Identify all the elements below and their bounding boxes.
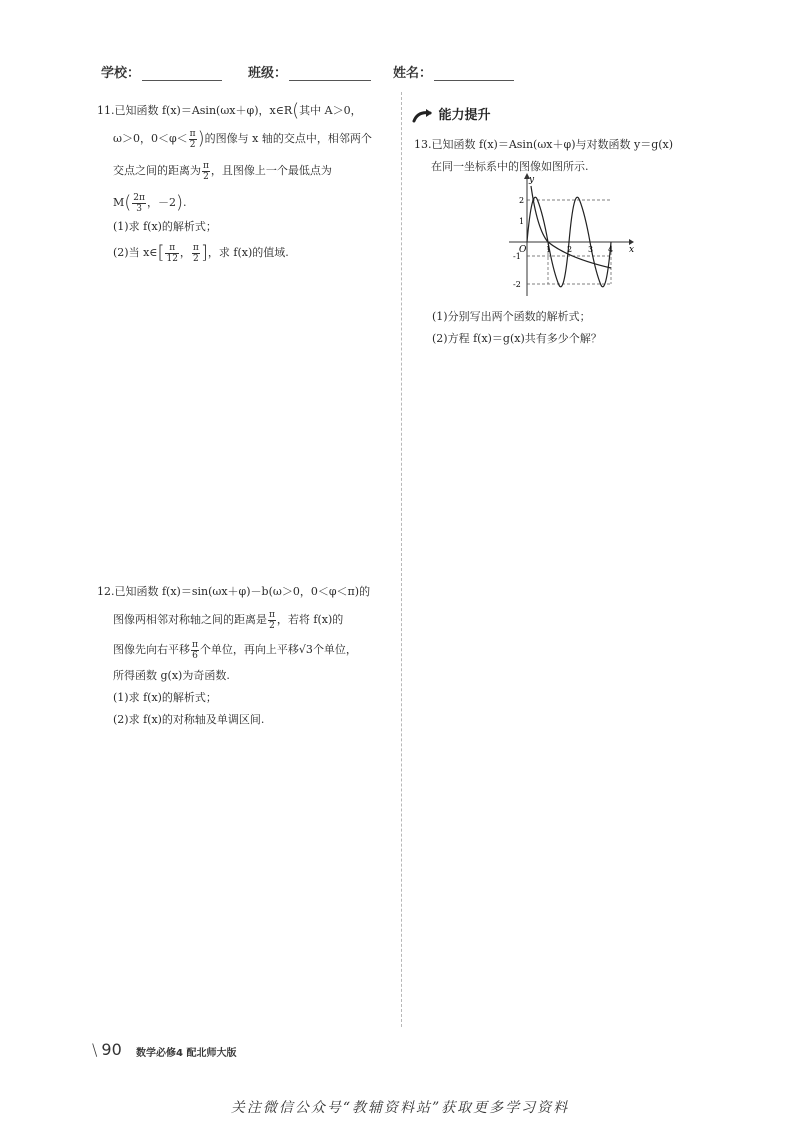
- tick-x-2: 2: [567, 245, 573, 254]
- paren-close: ): [197, 128, 205, 149]
- school-blank: [142, 68, 222, 81]
- tick-x-1: 1: [546, 245, 552, 254]
- q11-line1: 11.已知函数 f(x)＝Asin(ωx＋φ)，x∈R: [97, 104, 293, 117]
- q11-sub2-a: (2)当 x∈: [113, 246, 158, 259]
- q11-line2-b: 的图像与 x 轴的交点中，相邻两个: [204, 132, 372, 145]
- question-13-subs: [432, 306, 602, 350]
- tick-y-neg1: -1: [513, 252, 521, 261]
- section-title-text: 能力提升: [438, 108, 491, 123]
- q12-sub2: (2)求 f(x)的对称轴及单调区间.: [113, 713, 265, 726]
- class-field: [248, 62, 371, 81]
- name-blank: [434, 68, 514, 81]
- q12-line2-b: ，若将 f(x)的: [276, 613, 344, 626]
- q13-sub2: (2)方程 f(x)＝g(x)共有多少个解？: [432, 332, 602, 345]
- q13-sub1: (1)分别写出两个函数的解析式；: [432, 310, 591, 323]
- bottom-banner: 关注微信公众号“教辅资料站”获取更多学习资料: [230, 1100, 570, 1116]
- fraction-pi-over-2: $\frac{\pi}{2}$: [189, 128, 196, 150]
- fraction-pi-over-2: $\frac{\pi}{2}$: [203, 160, 209, 182]
- name-label: 姓名：: [393, 66, 433, 81]
- axis-label-y: y: [529, 175, 535, 185]
- function-graph: [505, 172, 635, 300]
- tick-y-1: 1: [519, 217, 525, 226]
- q13-line1: 13.已知函数 f(x)＝Asin(ωx＋φ)与对数函数 y＝g(x): [414, 138, 674, 151]
- q11-point-m: M: [113, 196, 125, 209]
- q12-line1: 12.已知函数 f(x)＝sin(ωx＋φ)－b(ω＞0，0＜φ＜π)的: [97, 585, 371, 598]
- fraction-2pi-over-3: $\frac{2\pi}{3}$: [133, 192, 145, 214]
- q12-line3-c: 个单位，: [312, 643, 357, 656]
- q12-line2-a: 图像两相邻对称轴之间的距离是: [113, 613, 267, 626]
- question-11: 11.已知函数 f(x)＝Asin(ωx＋φ)，x∈R(其中 A＞0， ω＞0，0＜φ＜ $\frac{\pi}{2}$ )的图像与 x 轴的交点中，相邻两个 交点之间的距离为 $\frac{\pi}{2}$ ，且图像上一个最低点为 M( $\frac{2\pi}{3}$ ，－2). (1)求 f(x)的解析式； (2)当 x∈[ $\frac{\pi}{12}$ ， $\frac{\pi}{2}$ ]，求 f(x)的值域.: [97, 100, 372, 264]
- q12-line3-b: 个单位，再向上平移: [199, 643, 299, 656]
- q11-line1-tail: 其中 A＞0，: [299, 104, 362, 117]
- q13-line2: 在同一坐标系中的图像如图所示.: [431, 160, 589, 173]
- fraction-pi-over-2: $\frac{\pi}{2}$: [192, 242, 199, 264]
- school-field: [101, 62, 222, 81]
- q11-line3-a: 交点之间的距离为: [113, 164, 201, 177]
- q11-line3-b: ，且图像上一个最低点为: [210, 164, 332, 177]
- q12-sub1: (1)求 f(x)的解析式；: [113, 691, 217, 704]
- tick-y-neg2: -2: [513, 280, 521, 289]
- q11-line2-a: ω＞0，0＜φ＜: [113, 132, 188, 145]
- curved-arrow-icon: [412, 108, 439, 123]
- q12-line4: 所得函数 g(x)为奇函数.: [113, 669, 230, 682]
- class-blank: [289, 68, 371, 81]
- tick-x-4: 4: [608, 245, 614, 254]
- fraction-pi-over-6: $\frac{\pi}{6}$: [192, 639, 198, 661]
- axis-label-x: x: [629, 245, 635, 255]
- q11-sub2-b: ，求 f(x)的值域.: [207, 246, 289, 259]
- name-field: [393, 62, 514, 81]
- class-label: 班级：: [248, 66, 288, 81]
- origin-label: O: [519, 245, 527, 255]
- fraction-pi-over-12: $\frac{\pi}{12}$: [166, 242, 178, 264]
- sqrt-3: √3: [298, 643, 313, 656]
- fraction-pi-over-2: $\frac{\pi}{2}$: [269, 609, 275, 631]
- q11-line4-b: ，－2: [146, 196, 176, 209]
- question-12: [97, 581, 370, 731]
- book-title: 数学必修4 配北师大版: [136, 1048, 237, 1059]
- paren-open: (: [292, 100, 300, 121]
- tick-x-3: 3: [588, 245, 594, 254]
- section-title: [412, 104, 491, 123]
- q11-sub1: (1)求 f(x)的解析式；: [113, 220, 217, 233]
- column-divider: [401, 92, 402, 1027]
- tick-y-2: 2: [519, 196, 525, 205]
- page-number: \ 90: [92, 1040, 122, 1059]
- q12-line3-a: 图像先向右平移: [113, 643, 190, 656]
- school-label: 学校：: [101, 66, 141, 81]
